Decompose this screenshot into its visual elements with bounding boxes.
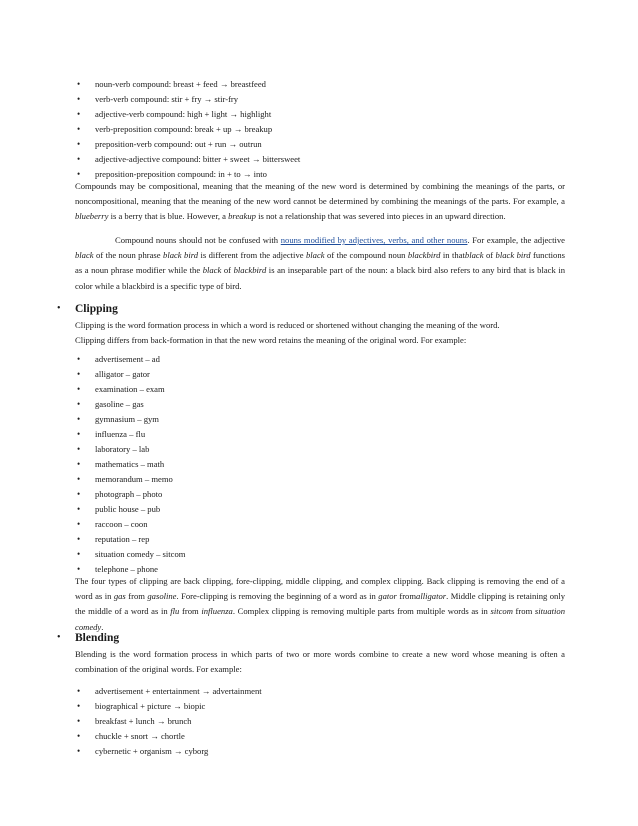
text: of xyxy=(221,265,234,276)
list-item: • preposition-verb compound: out + run → outrun xyxy=(95,137,262,151)
list-item: • photograph – photo xyxy=(95,487,162,501)
list-item: • memorandum – memo xyxy=(95,472,173,486)
text: is different from the adjective xyxy=(198,250,306,261)
list-item: • verb-preposition compound: break + up → breakup xyxy=(95,122,272,136)
text: is not a relationship that was severed into pieces in an upward direction. xyxy=(255,211,506,222)
list-item: • verb-verb compound: stir + fry → stir-fry xyxy=(95,92,238,106)
list-item: • examination – exam xyxy=(95,382,165,396)
list-item: • advertisement – ad xyxy=(95,352,160,366)
text: from xyxy=(396,591,417,602)
blending-intro: Blending is the word formation process in which parts of two or more words combine to create a new word whose meaning is often a combination of the original words. For example: xyxy=(75,649,565,675)
text: alligator xyxy=(416,591,447,602)
list-item: • laboratory – lab xyxy=(95,442,149,456)
text: in that xyxy=(440,250,465,261)
text: black bird xyxy=(495,250,531,261)
text: . Fore-clipping is removing the beginning of a word as in xyxy=(176,591,379,602)
list-item: • advertisement + entertainment → advertainment xyxy=(95,684,262,698)
blending-heading: • Blending xyxy=(75,632,119,644)
text: is an inseparable part of the noun: a black bird also refers to any bird that is black in color while a blackbird is a specific type of bird. xyxy=(75,265,565,291)
clipping-heading: • Clipping xyxy=(75,303,118,315)
list-item: • situation comedy – sitcom xyxy=(95,547,185,561)
list-item: • raccoon – coon xyxy=(95,517,148,531)
text: black xyxy=(75,250,94,261)
text: influenza xyxy=(201,606,233,617)
text: The four types of clipping are back clipping, fore-clipping, middle clipping, and complex clipping. Back clipping is removing the end of a word as in xyxy=(75,576,565,602)
text: from xyxy=(125,591,148,602)
text: from xyxy=(512,606,535,617)
text: Clipping differs from back-formation in that the new word retains the meaning of the original word. For example: xyxy=(75,335,467,346)
list-item: • chuckle + snort → chortle xyxy=(95,729,185,743)
text: from xyxy=(179,606,202,617)
list-item: • adjective-verb compound: high + light → highlight xyxy=(95,107,271,121)
clipping-intro xyxy=(75,318,565,348)
list-item: • biographical + picture → biopic xyxy=(95,699,205,713)
text: of the noun phrase xyxy=(93,250,164,261)
text: Clipping is the word formation process in which a word is reduced or shortened without changing the meaning of the word. xyxy=(75,320,500,330)
text: black xyxy=(305,250,325,261)
list-item: • mathematics – math xyxy=(95,457,164,471)
text: is a berry that is blue. However, a xyxy=(108,211,229,222)
text: . Middle clipping is retaining only the middle of a word as in xyxy=(75,591,566,617)
list-item: • alligator – gator xyxy=(95,367,150,381)
list-item: • breakfast + lunch → brunch xyxy=(95,714,191,728)
clipping-types-paragraph xyxy=(75,574,565,635)
text: black xyxy=(202,265,222,276)
list-item: • telephone – phone xyxy=(95,562,158,576)
text: situation comedy xyxy=(75,606,565,632)
text: blackbird xyxy=(407,250,441,261)
text: gas xyxy=(113,591,126,602)
list-item: • gymnasium – gym xyxy=(95,412,159,426)
text: Compound nouns should not be confused with xyxy=(115,235,281,245)
list-item: • reputation – rep xyxy=(95,532,149,546)
compound-nouns-paragraph xyxy=(75,233,565,294)
text: blackbird xyxy=(233,265,267,276)
list-item: • adjective-adjective compound: bitter + sweet → bittersweet xyxy=(95,152,300,166)
text: blueberry xyxy=(75,211,109,222)
text: black bird xyxy=(163,250,199,261)
compositional-paragraph xyxy=(75,179,565,225)
list-item: • public house – pub xyxy=(95,502,160,516)
text: of the compound noun xyxy=(324,250,408,261)
text: functions as a noun phrase modifier while the xyxy=(75,250,565,276)
text: Compounds may be compositional, meaning that the meaning of the new word is determined by combining the meanings of the parts, or noncompositional, meaning that the meaning of the new word cannot be determined by combining the meanings of the parts. For example, a xyxy=(75,181,565,207)
list-item: • preposition-preposition compound: in + to → into xyxy=(95,167,267,181)
text: . Complex clipping is removing multiple parts from multiple words as in xyxy=(232,606,491,617)
text: black xyxy=(464,250,484,261)
text: of xyxy=(483,250,496,261)
text: gator xyxy=(378,591,397,602)
list-item: • gasoline – gas xyxy=(95,397,144,411)
nouns-modified-link[interactable]: nouns modified by adjectives, verbs, and other nouns xyxy=(280,235,468,245)
list-item: • noun-verb compound: breast + feed → breastfeed xyxy=(95,77,266,91)
text: sitcom xyxy=(490,606,513,617)
text: breakup xyxy=(228,211,256,222)
text: . xyxy=(101,621,104,632)
text: gasoline xyxy=(147,591,177,602)
text: flu xyxy=(170,606,180,617)
text: . For example, the adjective xyxy=(467,235,565,245)
list-item: • influenza – flu xyxy=(95,427,145,441)
list-item: • cybernetic + organism → cyborg xyxy=(95,744,208,758)
